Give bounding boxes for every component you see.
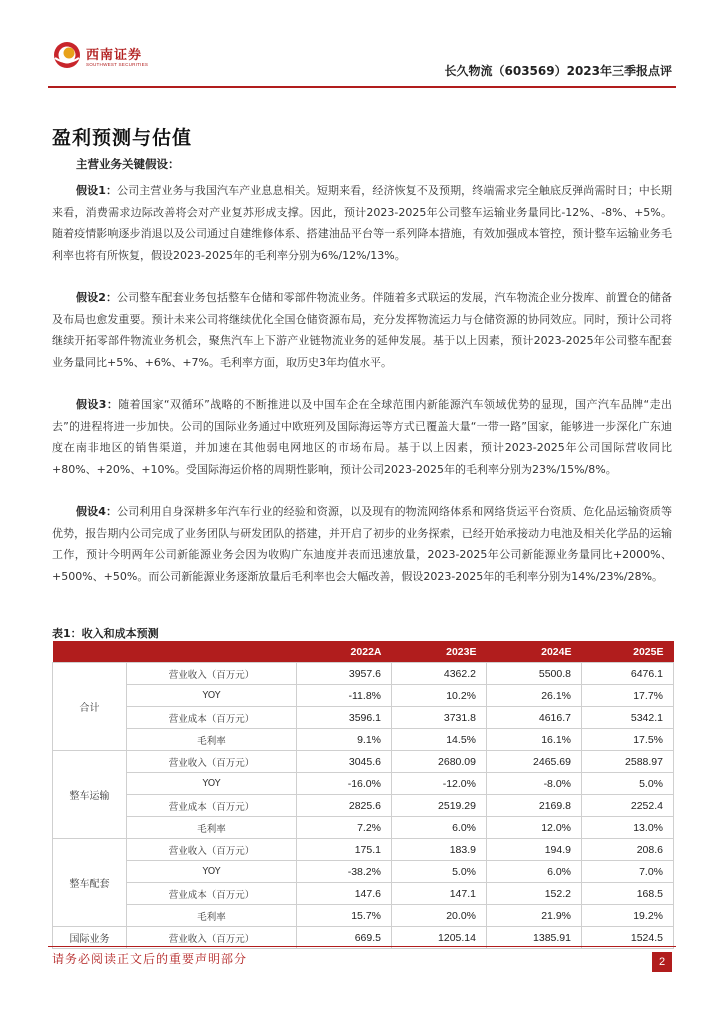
value-cell: 9.1% xyxy=(297,729,392,751)
table-row xyxy=(53,795,674,817)
metric-label: 营业收入（百万元） xyxy=(127,663,297,685)
assumption-lead: 假设1： xyxy=(76,184,118,197)
table-row xyxy=(53,663,674,685)
value-cell: 6.0% xyxy=(487,861,582,883)
value-cell: 147.6 xyxy=(297,883,392,905)
group-label: 国际业务 xyxy=(53,927,127,949)
value-cell: 5.0% xyxy=(392,861,487,883)
value-cell: -8.0% xyxy=(487,773,582,795)
metric-label: 毛利率 xyxy=(127,817,297,839)
table-row xyxy=(53,729,674,751)
value-cell: 17.5% xyxy=(582,729,674,751)
value-cell: 20.0% xyxy=(392,905,487,927)
metric-label: 营业收入（百万元） xyxy=(127,927,297,949)
value-cell: 669.5 xyxy=(297,927,392,949)
value-cell: 21.9% xyxy=(487,905,582,927)
table-row xyxy=(53,685,674,707)
table-row xyxy=(53,861,674,883)
value-cell: -11.8% xyxy=(297,685,392,707)
logo-mark-icon xyxy=(52,40,82,70)
footer-divider xyxy=(48,946,676,947)
value-cell: 3596.1 xyxy=(297,707,392,729)
value-cell: 7.0% xyxy=(582,861,674,883)
assumption-lead: 假设2： xyxy=(76,291,118,304)
value-cell: 6476.1 xyxy=(582,663,674,685)
assumption-lead: 假设4： xyxy=(76,505,118,518)
column-header: 2025E xyxy=(582,641,674,663)
value-cell: 4362.2 xyxy=(392,663,487,685)
table-row xyxy=(53,905,674,927)
metric-label: 毛利率 xyxy=(127,729,297,751)
column-header: 2023E xyxy=(392,641,487,663)
header-blank-cell xyxy=(127,641,297,663)
value-cell: 5500.8 xyxy=(487,663,582,685)
value-cell: 1205.14 xyxy=(392,927,487,949)
value-cell: 5.0% xyxy=(582,773,674,795)
metric-label: YOY xyxy=(127,685,297,707)
metric-label: 营业收入（百万元） xyxy=(127,751,297,773)
logo-text-cn: 西南证券 xyxy=(86,48,143,63)
metric-label: 营业成本（百万元） xyxy=(127,707,297,729)
assumption-paragraph-1 xyxy=(52,180,672,266)
value-cell: -16.0% xyxy=(297,773,392,795)
column-header: 2022A xyxy=(297,641,392,663)
table-row xyxy=(53,773,674,795)
footer-notice: 请务必阅读正文后的重要声明部分 xyxy=(52,952,248,966)
metric-label: YOY xyxy=(127,773,297,795)
value-cell: 19.2% xyxy=(582,905,674,927)
assumption-text: 公司利用自身深耕多年汽车行业的经验和资源，以及现有的物流网络体系和网络货运平台资质、危化品运输资质等优势，报告期内公司完成了业务团队与研发团队的搭建，并开启了初步的业务探索，已经开始承接动力电池及相关化学品的运输工作，预计今明两年公司新能源业务会因为收购广东迪度并表而迅速放量，2023-2025年公司新能源业务量同比+2000%、+500%、+50%。而公司新能源业务逐渐放量后毛利率也会大幅改善，假设2023-2025年的毛利率分别为14%/23%/28%。 xyxy=(52,505,672,583)
value-cell: 3957.6 xyxy=(297,663,392,685)
value-cell: 2825.6 xyxy=(297,795,392,817)
header-blank-cell xyxy=(53,641,127,663)
value-cell: 10.2% xyxy=(392,685,487,707)
value-cell: 2169.8 xyxy=(487,795,582,817)
assumption-paragraph-3 xyxy=(52,394,672,480)
value-cell: 2519.29 xyxy=(392,795,487,817)
value-cell: 3731.8 xyxy=(392,707,487,729)
table-row xyxy=(53,817,674,839)
value-cell: 17.7% xyxy=(582,685,674,707)
table-row xyxy=(53,707,674,729)
value-cell: 6.0% xyxy=(392,817,487,839)
assumption-lead: 假设3： xyxy=(76,398,119,411)
metric-label: 营业成本（百万元） xyxy=(127,795,297,817)
value-cell: 208.6 xyxy=(582,839,674,861)
metric-label: 营业成本（百万元） xyxy=(127,883,297,905)
report-title: 长久物流（603569）2023年三季报点评 xyxy=(444,64,672,78)
assumption-paragraph-2 xyxy=(52,287,672,373)
value-cell: 2680.09 xyxy=(392,751,487,773)
value-cell: 168.5 xyxy=(582,883,674,905)
table-row xyxy=(53,883,674,905)
assumption-text: 随着国家“双循环”战略的不断推进以及中国车企在全球范围内新能源汽车领域优势的显现，国产汽车品牌“走出去”的进程将进一步加快。公司的国际业务通过中欧班列及国际海运等方式已覆盖大量“一带一路”国家，能够进一步深化广东迪度在南非地区的销售渠道，并加速在其他弱电网地区的市场布局。基于以上因素，预计2023-2025年公司国际营收同比+80%、+20%、+10%。受国际海运价格的周期性影响，预计公司2023-2025年的毛利率分别为23%/15%/8%。 xyxy=(52,398,673,476)
value-cell: 15.7% xyxy=(297,905,392,927)
value-cell: 2588.97 xyxy=(582,751,674,773)
value-cell: 16.1% xyxy=(487,729,582,751)
value-cell: 152.2 xyxy=(487,883,582,905)
group-label: 合计 xyxy=(53,663,127,751)
assumption-paragraph-4 xyxy=(52,501,672,587)
value-cell: 4616.7 xyxy=(487,707,582,729)
value-cell: 26.1% xyxy=(487,685,582,707)
group-label: 整车运输 xyxy=(53,751,127,839)
table-row xyxy=(53,751,674,773)
assumption-text: 公司主营业务与我国汽车产业息息相关。短期来看，经济恢复不及预期，终端需求完全触底反弹尚需时日；中长期来看，消费需求边际改善将会对产业复苏形成支撑。因此，预计2023-2025年公司整车运输业务量同比-12%、-8%、+5%。随着疫情影响逐步消退以及公司通过自建维修体系、搭建油品平台等一系列降本措施，有效加强成本管控，预计整车运输业务毛利率也将有所恢复，假设2023-2025年的毛利率分别为6%/12%/13%。 xyxy=(52,184,672,262)
table-header-row xyxy=(53,641,674,663)
value-cell: 1385.91 xyxy=(487,927,582,949)
metric-label: YOY xyxy=(127,861,297,883)
value-cell: 12.0% xyxy=(487,817,582,839)
column-header: 2024E xyxy=(487,641,582,663)
table-caption: 表1：收入和成本预测 xyxy=(52,627,159,640)
value-cell: 5342.1 xyxy=(582,707,674,729)
value-cell: 183.9 xyxy=(392,839,487,861)
section-title: 盈利预测与估值 xyxy=(52,127,193,149)
header-divider xyxy=(48,86,676,88)
value-cell: 194.9 xyxy=(487,839,582,861)
subheading: 主营业务关键假设： xyxy=(76,157,180,171)
value-cell: 2465.69 xyxy=(487,751,582,773)
page-header xyxy=(0,0,724,90)
value-cell: 1524.5 xyxy=(582,927,674,949)
value-cell: 147.1 xyxy=(392,883,487,905)
page-number: 2 xyxy=(652,952,672,972)
value-cell: -38.2% xyxy=(297,861,392,883)
value-cell: 175.1 xyxy=(297,839,392,861)
value-cell: -12.0% xyxy=(392,773,487,795)
value-cell: 13.0% xyxy=(582,817,674,839)
value-cell: 3045.6 xyxy=(297,751,392,773)
value-cell: 14.5% xyxy=(392,729,487,751)
value-cell: 2252.4 xyxy=(582,795,674,817)
table-row xyxy=(53,839,674,861)
logo-text-en: SOUTHWEST SECURITIES xyxy=(86,62,149,67)
metric-label: 毛利率 xyxy=(127,905,297,927)
assumption-text: 公司整车配套业务包括整车仓储和零部件物流业务。伴随着多式联运的发展，汽车物流企业分拨库、前置仓的储备及布局也愈发重要。预计未来公司将继续优化全国仓储资源布局，充分发挥物流运力与仓储资源的协同效应。同时，预计公司将继续开拓零部件物流业务机会，聚焦汽车上下游产业链物流业务的延伸发展。基于以上因素，预计2023-2025年公司整车配套业务量同比+5%、+6%、+7%。毛利率方面，取历史3年均值水平。 xyxy=(52,291,672,369)
group-label: 整车配套 xyxy=(53,839,127,927)
forecast-table xyxy=(52,641,674,949)
value-cell: 7.2% xyxy=(297,817,392,839)
company-logo xyxy=(52,40,156,80)
metric-label: 营业收入（百万元） xyxy=(127,839,297,861)
